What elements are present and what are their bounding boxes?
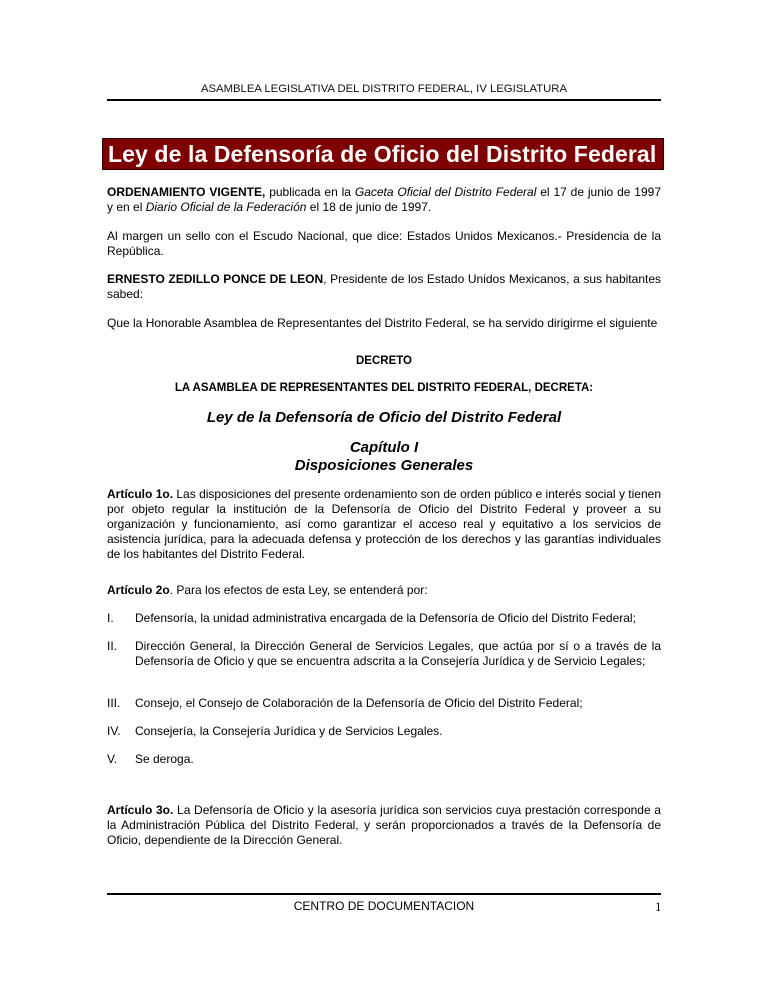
- running-header: ASAMBLEA LEGISLATIVA DEL DISTRITO FEDERAL, IV LEGISLATURA: [200, 83, 567, 95]
- item-numeral: I.: [107, 611, 114, 625]
- item-numeral: II.: [107, 639, 118, 653]
- intro-paragraph-president: ERNESTO ZEDILLO PONCE DE LEON, Presidente de los Estado Unidos Mexicanos, a sus habitantes sabed:: [107, 272, 662, 301]
- diario-reference: Diario Oficial de la Federación: [145, 200, 307, 214]
- running-footer: CENTRO DE DOCUMENTACION: [293, 899, 475, 913]
- item-numeral: IV.: [107, 724, 121, 738]
- header-rule: [107, 99, 661, 101]
- intro-paragraph-seal: Al margen un sello con el Escudo Nacional, que dice: Estados Unidos Mexicanos.- Presidencia de la República.: [107, 229, 661, 258]
- chapter-number: Capítulo I: [349, 439, 419, 456]
- article-label: Artículo 3o.: [107, 803, 174, 817]
- intro-paragraph-assembly: Que la Honorable Asamblea de Representantes del Distrito Federal, se ha servido dirigirme el siguiente: [107, 316, 658, 330]
- article-3: Artículo 3o. La Defensoría de Oficio y la asesoría jurídica son servicios cuya prestación corresponde a la Administración Pública del Distrito Federal, y serán proporcionados a través de la Defensoría de Oficio, dependiente de la Dirección General.: [107, 803, 661, 847]
- decree-subheading: LA ASAMBLEA DE REPRESENTANTES DEL DISTRITO FEDERAL, DECRETA:: [174, 382, 594, 394]
- article-1: Artículo 1o. Las disposiciones del presente ordenamiento son de orden público e interés social y tienen por objeto regular la institución de la Defensoría de Oficio del Distrito Federal y proveer a su organización y funcionamiento, así como garantizar el acceso real y equitativo a los servicios de asistencia jurídica, para la adecuada defensa y protección de los derechos y las garantías individuales de los habitantes del Distrito Federal.: [107, 487, 661, 561]
- title-banner: [102, 138, 664, 170]
- item-text: Defensoría, la unidad administrativa encargada de la Defensoría de Oficio del Distrito Federal;: [135, 611, 636, 625]
- definition-item: [107, 639, 661, 669]
- document-title: Ley de la Defensoría de Oficio del Distrito Federal: [108, 141, 657, 167]
- item-text: Consejo, el Consejo de Colaboración de la Defensoría de Oficio del Distrito Federal;: [135, 696, 583, 710]
- article-label: Artículo 2o: [107, 583, 170, 597]
- intro-paragraph-publication: ORDENAMIENTO VIGENTE, publicada en la Gaceta Oficial del Distrito Federal el 17 de junio de 1997 y en el Diario Oficial de la Federación el 18 de junio de 1997.: [107, 185, 662, 214]
- definition-item: [107, 724, 661, 739]
- definition-item: [107, 611, 661, 626]
- article-label: Artículo 1o.: [107, 487, 174, 501]
- definition-item: [107, 752, 661, 767]
- item-text: Consejería, la Consejería Jurídica y de Servicios Legales.: [135, 724, 443, 738]
- page-number: 1: [655, 899, 662, 914]
- footer-rule: [107, 893, 661, 895]
- item-numeral: III.: [107, 696, 121, 710]
- item-numeral: V.: [107, 752, 118, 766]
- article-2: Artículo 2o. Para los efectos de esta Ley, se entenderá por:: [107, 583, 428, 597]
- decree-heading: DECRETO: [355, 355, 413, 367]
- item-text: Se deroga.: [135, 752, 194, 766]
- status-label: ORDENAMIENTO VIGENTE,: [107, 185, 266, 199]
- president-name: ERNESTO ZEDILLO PONCE DE LEON: [107, 272, 324, 286]
- definition-item: [107, 696, 661, 711]
- item-text: Dirección General, la Dirección General de Servicios Legales, que actúa por sí o a través de la Defensoría de Oficio y que se encuentra adscrita a la Consejería Jurídica y de Servicio Legales;: [135, 639, 661, 668]
- chapter-title: Disposiciones Generales: [294, 457, 474, 474]
- law-title: Ley de la Defensoría de Oficio del Distrito Federal: [206, 409, 562, 426]
- gaceta-reference: Gaceta Oficial del Distrito Federal: [354, 185, 537, 199]
